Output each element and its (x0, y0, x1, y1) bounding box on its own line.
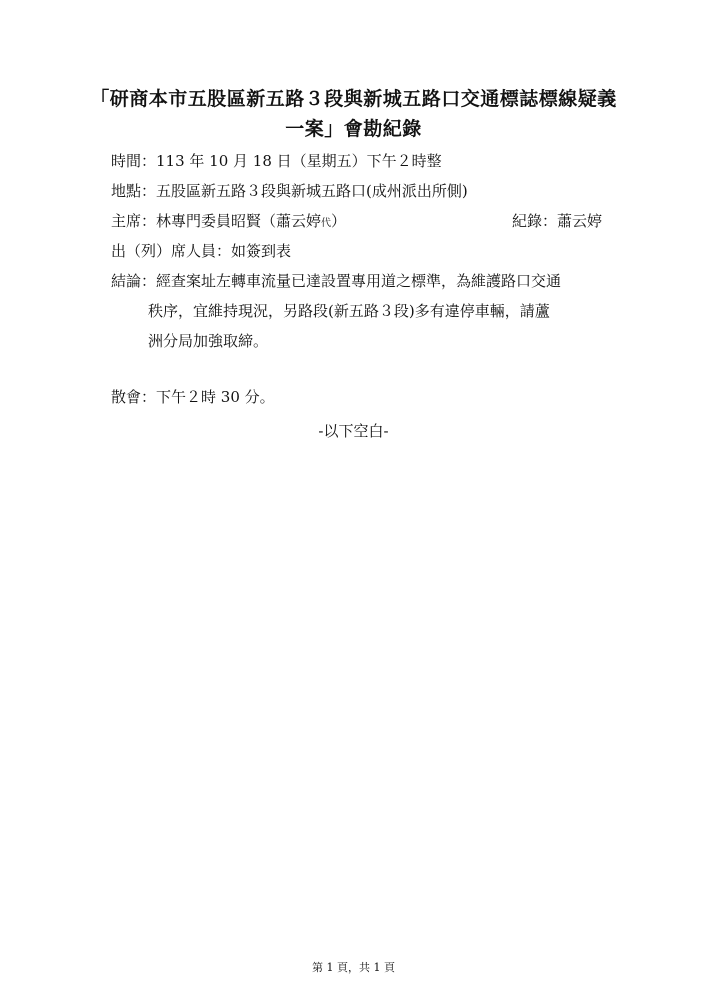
meeting-attendees-label: 出（列）席人員： (111, 242, 232, 260)
meeting-attendees-value: 如簽到表 (231, 242, 292, 260)
end-of-content-marker: -以下空白- (318, 422, 389, 440)
document-title-line-2: 一案」會勘紀錄 (285, 118, 422, 140)
meeting-recorder-value: 蕭云婷 (557, 212, 603, 230)
meeting-conclusion-label: 結論： (111, 272, 157, 290)
meeting-chair-label: 主席： (111, 212, 157, 230)
meeting-time-value: 113 年 10 月 18 日（星期五）下午２時整 (156, 152, 442, 170)
meeting-recorder (512, 210, 602, 232)
meeting-place (111, 180, 468, 202)
meeting-conclusion-line-3: 洲分局加強取締。 (148, 332, 269, 350)
document-title-line-1: 「研商本市五股區新五路３段與新城五路口交通標誌標線疑義 (90, 88, 617, 110)
meeting-chair-proxy-mark: 代 (321, 218, 332, 229)
meeting-recorder-label: 紀錄： (512, 212, 558, 230)
meeting-adjourn-value: 下午２時 30 分。 (156, 388, 275, 406)
meeting-attendees (111, 240, 291, 262)
meeting-place-value: 五股區新五路３段與新城五路口(成州派出所側) (156, 182, 468, 200)
meeting-conclusion (111, 270, 561, 292)
meeting-time (111, 150, 442, 172)
meeting-chair (111, 210, 346, 235)
meeting-chair-value: 林專門委員昭賢（蕭云婷 (156, 212, 322, 230)
meeting-time-label: 時間： (111, 152, 157, 170)
meeting-chair-close: ） (331, 212, 347, 230)
meeting-conclusion-line-2: 秩序，宜維持現況，另路段(新五路３段)多有違停車輛，請蘆 (148, 302, 550, 320)
meeting-adjourn (111, 386, 275, 408)
page-number-footer: 第 1 頁，共 1 頁 (312, 961, 395, 974)
meeting-conclusion-line-1: 經查案址左轉車流量已達設置專用道之標準，為維護路口交通 (156, 272, 562, 290)
meeting-adjourn-label: 散會： (111, 388, 157, 406)
meeting-place-label: 地點： (111, 182, 157, 200)
